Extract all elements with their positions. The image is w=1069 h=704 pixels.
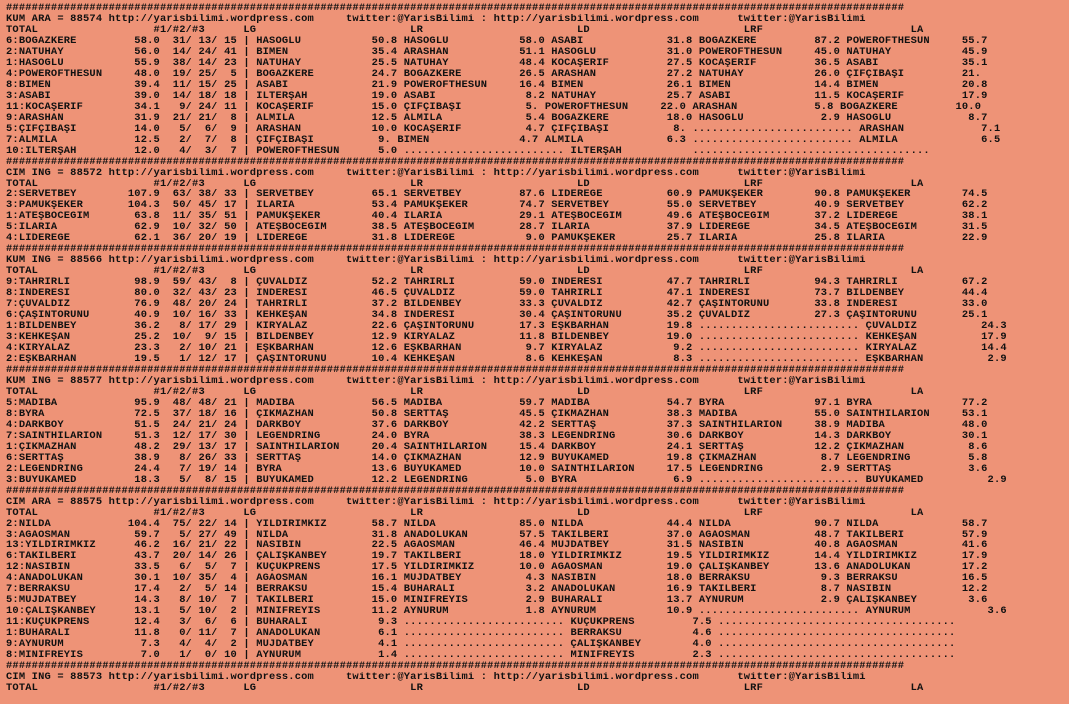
text-line: 6:SERTTAŞ 38.9 8/ 26/ 33 | SERTTAŞ 14.0 ÇIKMAZHAN 12.9 BÜYÜKAMED 19.8 ÇIKMAZHAN 8.7 LEGENDRING 5.8 [6, 452, 988, 464]
text-line: 7:ALMİLA 12.5 2/ 7/ 8 | ÇİFÇİBAŞI 9. BİMEN 4.7 ALMİLA 6.3 ......................... ALMİLA 6.5 [6, 134, 1001, 146]
text-line: 4:KIRYALAZ 23.3 2/ 10/ 21 | EŞKBARHAN 12.6 EŞKBARHAN 9.7 KIRYALAZ 9.2 ......................... KIRYALAZ 14.4 [6, 343, 1007, 354]
text-line: 9:ARASHAN 31.9 21/ 21/ 8 | ALMİLA 12.5 ALMİLA 5.4 BOĞAZKERE 18.0 HASOĞLU 2.9 HASOĞLU 8.7 [6, 112, 988, 124]
text-line: 1:ÇIKMAZHAN 48.2 29/ 13/ 17 | SAINTHILARION 20.4 SAINTHILARION 15.4 DARKBOY 24.1 SERTTAŞ 12.2 ÇIKMAZHAN 8.6 [6, 441, 988, 453]
text-line: TOTAL #1/#2/#3 LG LR LD LRF LA [6, 683, 924, 695]
text-line: 3:ASABİ 39.0 14/ 18/ 18 | İLTERŞAH 19.0 ASABİ 8.2 NATUHAY 25.7 ASABİ 11.5 KOCAŞERİF 17.9 [6, 90, 988, 102]
text-line: 2:SERVETBEY 107.9 63/ 38/ 33 | SERVETBEY 65.1 SERVETBEY 87.6 LİDEREGE 60.9 PAMUKŞEKER 90.8 PAMUKŞEKER 74.5 [6, 189, 988, 201]
text-line: 8:İNDERESİ 80.0 32/ 43/ 23 | İNDERESİ 46.5 ÇUVALDIZ 59.0 TAHRİRLİ 47.1 İNDERESİ 73.7 BİLDENBEY 44.4 [6, 288, 988, 300]
text-line: 2:LEGENDRING 24.4 7/ 19/ 14 | BYRA 13.6 BÜYÜKAMED 10.0 SAINTHILARION 17.5 LEGENDRING 2.9 SERTTAŞ 3.6 [6, 463, 988, 475]
text-line: TOTAL #1/#2/#3 LG LR LD LRF LA [6, 24, 924, 36]
text-line: TOTAL #1/#2/#3 LG LR LD LRF LA [6, 266, 924, 278]
text-line: ############################################################################################################################################ [6, 156, 905, 168]
text-line: TOTAL #1/#2/#3 LG LR LD LRF LA [6, 386, 924, 398]
text-line: 5:MADIBA 95.9 48/ 48/ 21 | MADIBA 56.5 MADIBA 59.7 MADIBA 54.7 BYRA 97.1 BYRA 77.2 [6, 397, 988, 409]
text-line: CIM ARA = 88575 http://yarisbilimi.wordpress.com twitter:@YarisBilimi : http://yarisbilimi.wordpress.com twitter:@YarisBilimi [6, 496, 866, 508]
text-line: 4:DARKBOY 51.5 24/ 21/ 24 | DARKBOY 37.6 DARKBOY 42.2 SERTTAŞ 37.3 SAINTHILARION 38.9 MADIBA 48.0 [6, 419, 988, 431]
text-line: 3:BÜYÜKAMED 18.3 5/ 8/ 15 | BÜYÜKAMED 12.2 LEGENDRING 5.0 BYRA 6.9 ......................... BÜYÜKAMED 2.9 [6, 474, 1007, 486]
text-line: CIM ING = 88572 http://yarisbilimi.wordpress.com twitter:@YarisBilimi : http://yarisbilimi.wordpress.com twitter:@YarisBilimi [6, 167, 866, 179]
text-line: 8:BİMEN 39.4 11/ 15/ 25 | ASABİ 21.9 POWEROFTHESUN 16.4 BİMEN 26.1 BİMEN 14.4 BİMEN 20.8 [6, 79, 988, 91]
text-line: 2:EŞKBARHAN 19.5 1/ 12/ 17 | ÇAŞINTORUNU 10.4 KEHKEŞAN 8.6 KEHKEŞAN 8.3 ......................... EŞKBARHAN 2.9 [6, 354, 1007, 365]
text-line: CIM ING = 88573 http://yarisbilimi.wordpress.com twitter:@YarisBilimi : http://yarisbilimi.wordpress.com twitter:@YarisBilimi [6, 672, 866, 684]
text-line: 8:BYRA 72.5 37/ 18/ 16 | ÇIKMAZHAN 50.8 SERTTAŞ 45.5 ÇIKMAZHAN 38.3 MADIBA 55.0 SAINTHILARION 53.1 [6, 408, 988, 420]
text-line: 3:AĞAOSMAN 59.7 5/ 27/ 49 | NILDA 31.8 ANADOLUKAN 57.5 TAKILBERİ 37.0 AĞAOSMAN 48.7 TAKILBERİ 57.9 [6, 529, 988, 541]
text-line: 12:NASIBİN 33.5 6/ 5/ 7 | KÜÇÜKPRENS 17.5 YILDIRIMKIZ 10.0 AĞAOSMAN 19.0 ÇALIŞKANBEY 13.6 ANADOLUKAN 17.2 [6, 562, 988, 574]
text-line: ############################################################################################################################################ [6, 661, 905, 673]
text-line: 7:SAINTHILARION 51.3 12/ 17/ 30 | LEGENDRING 24.0 BYRA 38.3 LEGENDRING 30.6 DARKBOY 14.3 DARKBOY 30.1 [6, 430, 988, 442]
text-line: ############################################################################################################################################ [6, 244, 905, 256]
text-line: 4:LİDEREGE 62.1 36/ 20/ 19 | LİDEREGE 31.8 LİDEREGE 9.0 PAMUKŞEKER 25.7 ILARIA 25.8 ILARIA 22.9 [6, 233, 988, 245]
text-line: 11:KÜÇÜKPRENS 12.4 3/ 6/ 6 | BUHARALI 9.3 ......................... KÜÇÜKPRENS 7.5 ..................................... [6, 617, 956, 629]
text-line: 6:BOĞAZKERE 58.0 31/ 13/ 15 | HASOĞLU 50.8 HASOĞLU 58.0 ASABİ 31.8 BOĞAZKERE 87.2 POWEROFTHESUN 55.7 [6, 35, 988, 47]
text-line: 13:YILDIRIMKIZ 46.2 16/ 21/ 22 | NASIBİN 22.5 AĞAOSMAN 46.4 MÜJDATBEY 31.5 NASIBİN 40.8 AĞAOSMAN 41.6 [6, 540, 988, 552]
text-line: 1:BUHARALI 11.8 0/ 11/ 7 | ANADOLUKAN 6.1 ......................... BERRAKSU 4.6 ..................................... [6, 628, 956, 640]
text-line: 10:ÇALIŞKANBEY 13.1 5/ 10/ 2 | MİNİFREYİS 11.2 AYNURUM 1.8 AYNURUM 10.9 ......................... AYNURUM 3.6 [6, 606, 1007, 618]
text-line: 1:HASOĞLU 55.9 38/ 14/ 23 | NATUHAY 25.5 NATUHAY 48.4 KOCAŞERİF 27.5 KOCAŞERİF 36.5 ASABİ 35.1 [6, 57, 988, 69]
text-line: ############################################################################################################################################ [6, 364, 905, 376]
text-line: 5:ILARIA 62.9 10/ 32/ 50 | ATEŞBÖCEĞİM 38.5 ATEŞBÖCEĞİM 28.7 ILARIA 37.9 LİDEREGE 34.5 ATEŞBÖCEĞİM 31.5 [6, 222, 988, 234]
text-line: 3:KEHKEŞAN 25.2 10/ 9/ 15 | BİLDENBEY 12.9 KIRYALAZ 11.8 BİLDENBEY 19.0 ......................... KEHKEŞAN 17.9 [6, 332, 1007, 344]
text-line: 11:KOCAŞERİF 34.1 9/ 24/ 11 | KOCAŞERİF 15.0 ÇİFÇİBAŞI 5. POWEROFTHESUN 22.0 ARASHAN 5.8 BOĞAZKERE 10.0 [6, 101, 982, 113]
text-line: TOTAL #1/#2/#3 LG LR LD LRF LA [6, 507, 924, 519]
text-line: 6:ÇAŞINTORUNU 40.9 10/ 16/ 33 | KEHKEŞAN 34.8 İNDERESİ 30.4 ÇAŞINTORUNU 35.2 ÇUVALDIZ 27.3 ÇAŞINTORUNU 25.1 [6, 310, 988, 322]
text-line: KUM ARA = 88574 http://yarisbilimi.wordpress.com twitter:@YarisBilimi : http://yarisbilimi.wordpress.com twitter:@YarisBilimi [6, 13, 866, 25]
text-line: 5:ÇİFÇİBAŞI 14.0 5/ 6/ 9 | ARASHAN 10.0 KOCAŞERİF 4.7 ÇİFÇİBAŞI 8. ......................... ARASHAN 7.1 [6, 123, 1001, 135]
text-line: 2:NILDA 104.4 75/ 22/ 14 | YILDIRIMKIZ 58.7 NILDA 85.0 NILDA 44.4 NILDA 90.7 NILDA 58.7 [6, 518, 988, 530]
text-line: 9:TAHRİRLİ 98.9 59/ 43/ 8 | ÇUVALDIZ 52.2 TAHRİRLİ 59.0 İNDERESİ 47.7 TAHRİRLİ 94.3 TAHRİRLİ 67.2 [6, 277, 988, 289]
text-line: 8:MİNİFREYİS 7.0 1/ 0/ 10 | AYNURUM 1.4 ......................... MİNİFREYİS 2.3 ..................................... [6, 650, 956, 662]
text-line: TOTAL #1/#2/#3 LG LR LD LRF LA [6, 178, 924, 190]
text-line: 3:PAMUKŞEKER 104.3 50/ 45/ 17 | ILARIA 53.4 PAMUKŞEKER 74.7 SERVETBEY 55.0 SERVETBEY 40.9 SERVETBEY 62.2 [6, 200, 988, 212]
text-line: 7:BERRAKSU 17.4 2/ 5/ 14 | BERRAKSU 15.4 BUHARALI 3.2 ANADOLUKAN 16.9 TAKILBERİ 8.7 NASIBİN 12.2 [6, 584, 988, 596]
text-line: 6:TAKILBERİ 43.7 20/ 14/ 26 | ÇALIŞKANBEY 19.7 TAKILBERİ 18.0 YILDIRIMKIZ 19.5 YILDIRIMKIZ 14.4 YILDIRIMKIZ 17.9 [6, 551, 988, 563]
text-line: 2:NATUHAY 56.0 14/ 24/ 41 | BİMEN 35.4 ARASHAN 51.1 HASOĞLU 31.0 POWEROFTHESUN 45.0 NATUHAY 45.9 [6, 46, 988, 58]
text-line: KUM ING = 88577 http://yarisbilimi.wordpress.com twitter:@YarisBilimi : http://yarisbilimi.wordpress.com twitter:@YarisBilimi [6, 375, 866, 387]
text-line: 1:ATEŞBÖCEĞİM 63.8 11/ 35/ 51 | PAMUKŞEKER 40.4 ILARIA 29.1 ATEŞBÖCEĞİM 49.6 ATEŞBÖCEĞİM 37.2 LİDEREGE 38.1 [6, 211, 988, 223]
text-line: KUM ING = 88566 http://yarisbilimi.wordpress.com twitter:@YarisBilimi : http://yarisbilimi.wordpress.com twitter:@YarisBilimi [6, 255, 866, 267]
text-line: 9:AYNURUM 7.3 4/ 4/ 2 | MÜJDATBEY 4.1 ......................... ÇALIŞKANBEY 4.0 ..................................... [6, 639, 956, 651]
text-line: 4:POWEROFTHESUN 48.0 19/ 25/ 5 | BOĞAZKERE 24.7 BOĞAZKERE 26.5 ARASHAN 27.2 NATUHAY 26.0 ÇİFÇİBAŞI 21. [6, 68, 982, 80]
text-line: 4:ANADOLUKAN 30.1 10/ 35/ 4 | AĞAOSMAN 16.1 MÜJDATBEY 4.3 NASIBİN 18.0 BERRAKSU 9.3 BERRAKSU 16.5 [6, 573, 988, 585]
text-line: 1:BİLDENBEY 36.2 8/ 17/ 29 | KIRYALAZ 22.6 ÇAŞINTORUNU 17.3 EŞKBARHAN 19.8 ......................... ÇUVALDIZ 24.3 [6, 321, 1007, 333]
text-line: ############################################################################################################################################ [6, 485, 905, 497]
text-line: 5:MÜJDATBEY 14.3 8/ 10/ 7 | TAKILBERİ 15.0 MİNİFREYİS 2.9 BUHARALI 13.7 AYNURUM 2.9 ÇALIŞKANBEY 3.6 [6, 595, 988, 607]
text-line: ############################################################################################################################################ [6, 3, 905, 14]
text-line: 7:ÇUVALDIZ 76.9 48/ 20/ 24 | TAHRİRLİ 37.2 BİLDENBEY 33.3 ÇUVALDIZ 42.7 ÇAŞINTORUNU 33.8 İNDERESİ 33.0 [6, 299, 988, 311]
text-line: 10:İLTERŞAH 12.0 4/ 3/ 7 | POWEROFTHESUN 5.0 ......................... İLTERŞAH ..................................... [6, 145, 930, 157]
